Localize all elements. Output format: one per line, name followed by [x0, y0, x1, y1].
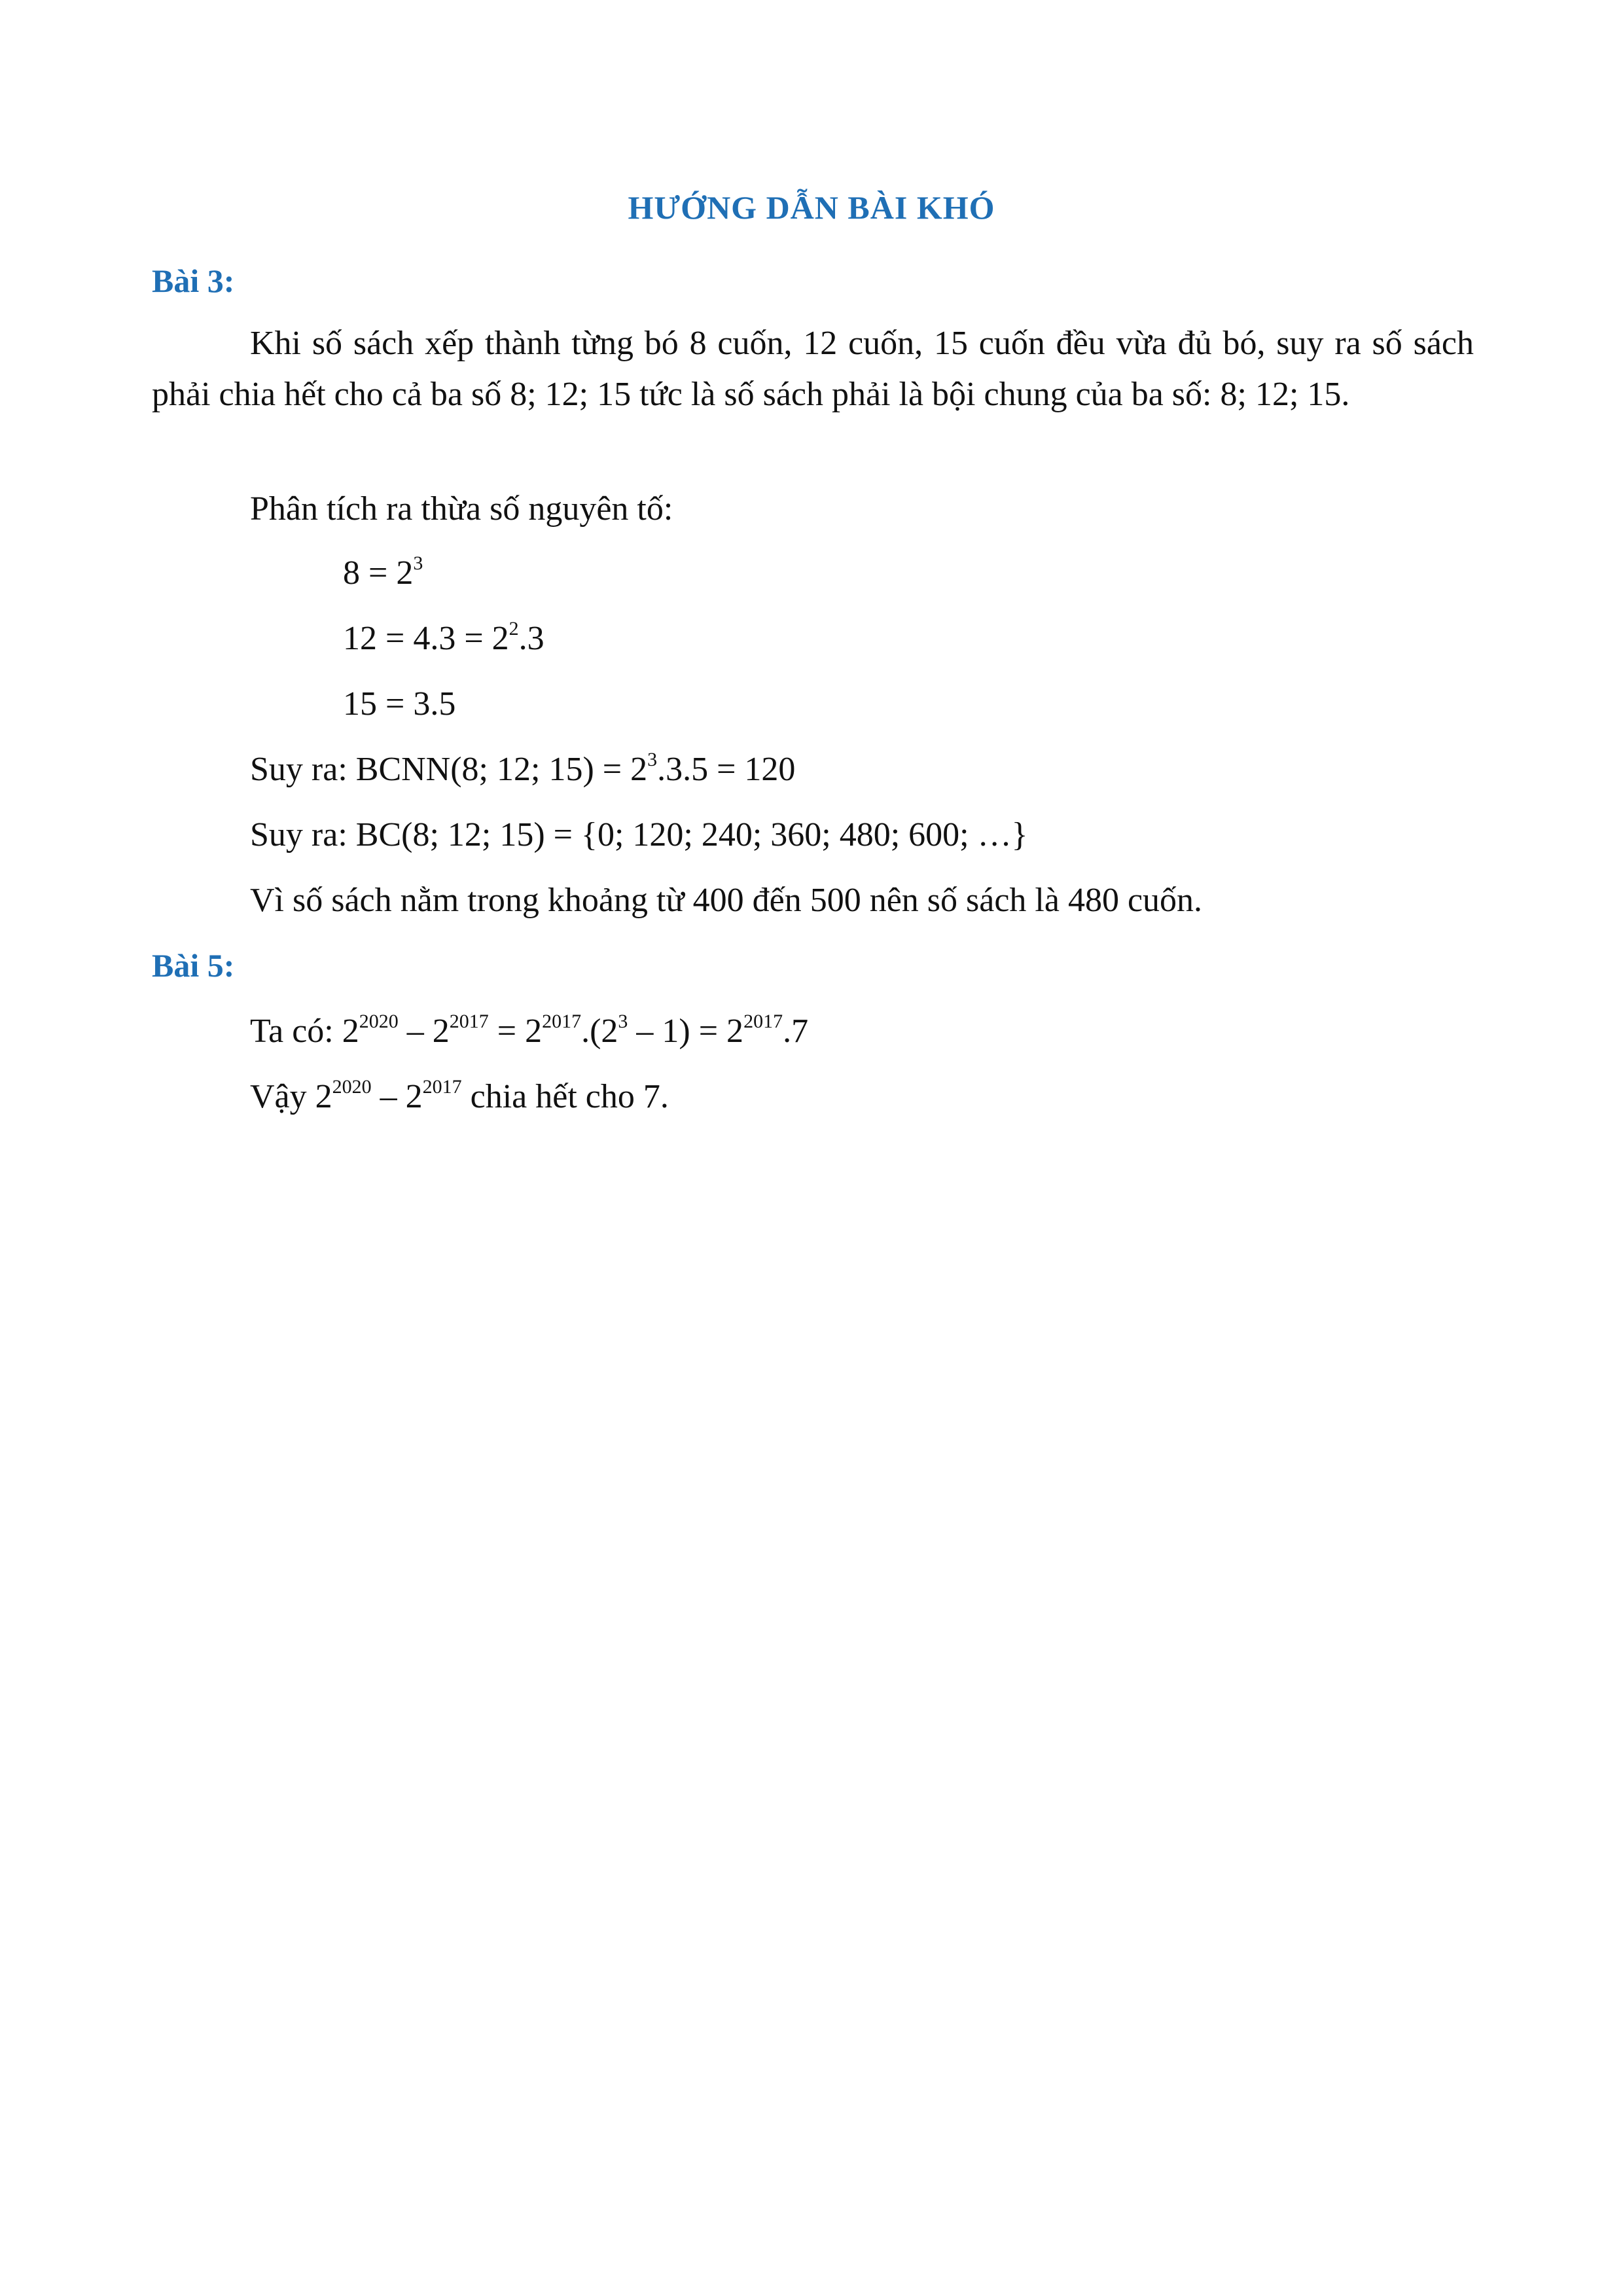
eq5-part: = 2 [488, 1013, 543, 1050]
eq5-part: – 2 [398, 1013, 450, 1050]
eq5-part: .7 [783, 1013, 809, 1050]
bc-line: Suy ra: BC(8; 12; 15) = {0; 120; 240; 360; 480; 600; …} [250, 816, 1028, 853]
equation-8 [343, 554, 423, 598]
concl5-part: – 2 [371, 1078, 423, 1115]
bcnn-exponent: 3 [647, 749, 658, 770]
eq5-exponent: 2020 [359, 1011, 399, 1032]
concl5-part: chia hết cho 7. [461, 1078, 669, 1115]
page-title: HƯỚNG DẪN BÀI KHÓ [628, 189, 995, 226]
equation-8-base: 8 = 2 [343, 554, 414, 592]
equation-12-exponent: 2 [508, 618, 519, 639]
eq5-exponent: 2017 [449, 1011, 489, 1032]
concl5-exponent: 2017 [422, 1076, 462, 1098]
exercise-3-heading: Bài 3: [152, 262, 235, 299]
eq5-exponent: 3 [618, 1011, 628, 1032]
equation-8-exponent: 3 [413, 552, 423, 574]
bcnn-tail: .3.5 = 120 [657, 751, 796, 788]
exercise-3-conclusion: Vì số sách nằm trong khoảng từ 400 đến 500 nên số sách là 480 cuốn. [250, 882, 1203, 919]
concl5-part: Vậy 2 [250, 1078, 332, 1115]
bcnn-line [250, 750, 795, 794]
eq5-part: Ta có: 2 [250, 1013, 359, 1050]
equation-12 [343, 619, 544, 663]
equation-12-tail: .3 [518, 620, 544, 657]
exercise-5-heading: Bài 5: [152, 947, 235, 984]
factor-intro: Phân tích ra thừa số nguyên tố: [250, 490, 673, 528]
equation-12-base: 12 = 4.3 = 2 [343, 620, 509, 657]
exercise-3-paragraph: Khi số sách xếp thành từng bó 8 cuốn, 12 cuốn, 15 cuốn đều vừa đủ bó, suy ra số sách phải chia hết cho cả ba số 8; 12; 15 tức là số sách phải là bội chung của ba số: 8; 12; 15. [152, 325, 1474, 413]
equation-15: 15 = 3.5 [343, 685, 456, 723]
exercise-5-conclusion [250, 1077, 669, 1121]
eq5-part: .(2 [581, 1013, 618, 1050]
exercise-5-equation [250, 1012, 808, 1056]
eq5-part: – 1) = 2 [628, 1013, 744, 1050]
bcnn-text: Suy ra: BCNN(8; 12; 15) = 2 [250, 751, 648, 788]
eq5-exponent: 2017 [743, 1011, 783, 1032]
eq5-exponent: 2017 [542, 1011, 582, 1032]
concl5-exponent: 2020 [332, 1076, 372, 1098]
